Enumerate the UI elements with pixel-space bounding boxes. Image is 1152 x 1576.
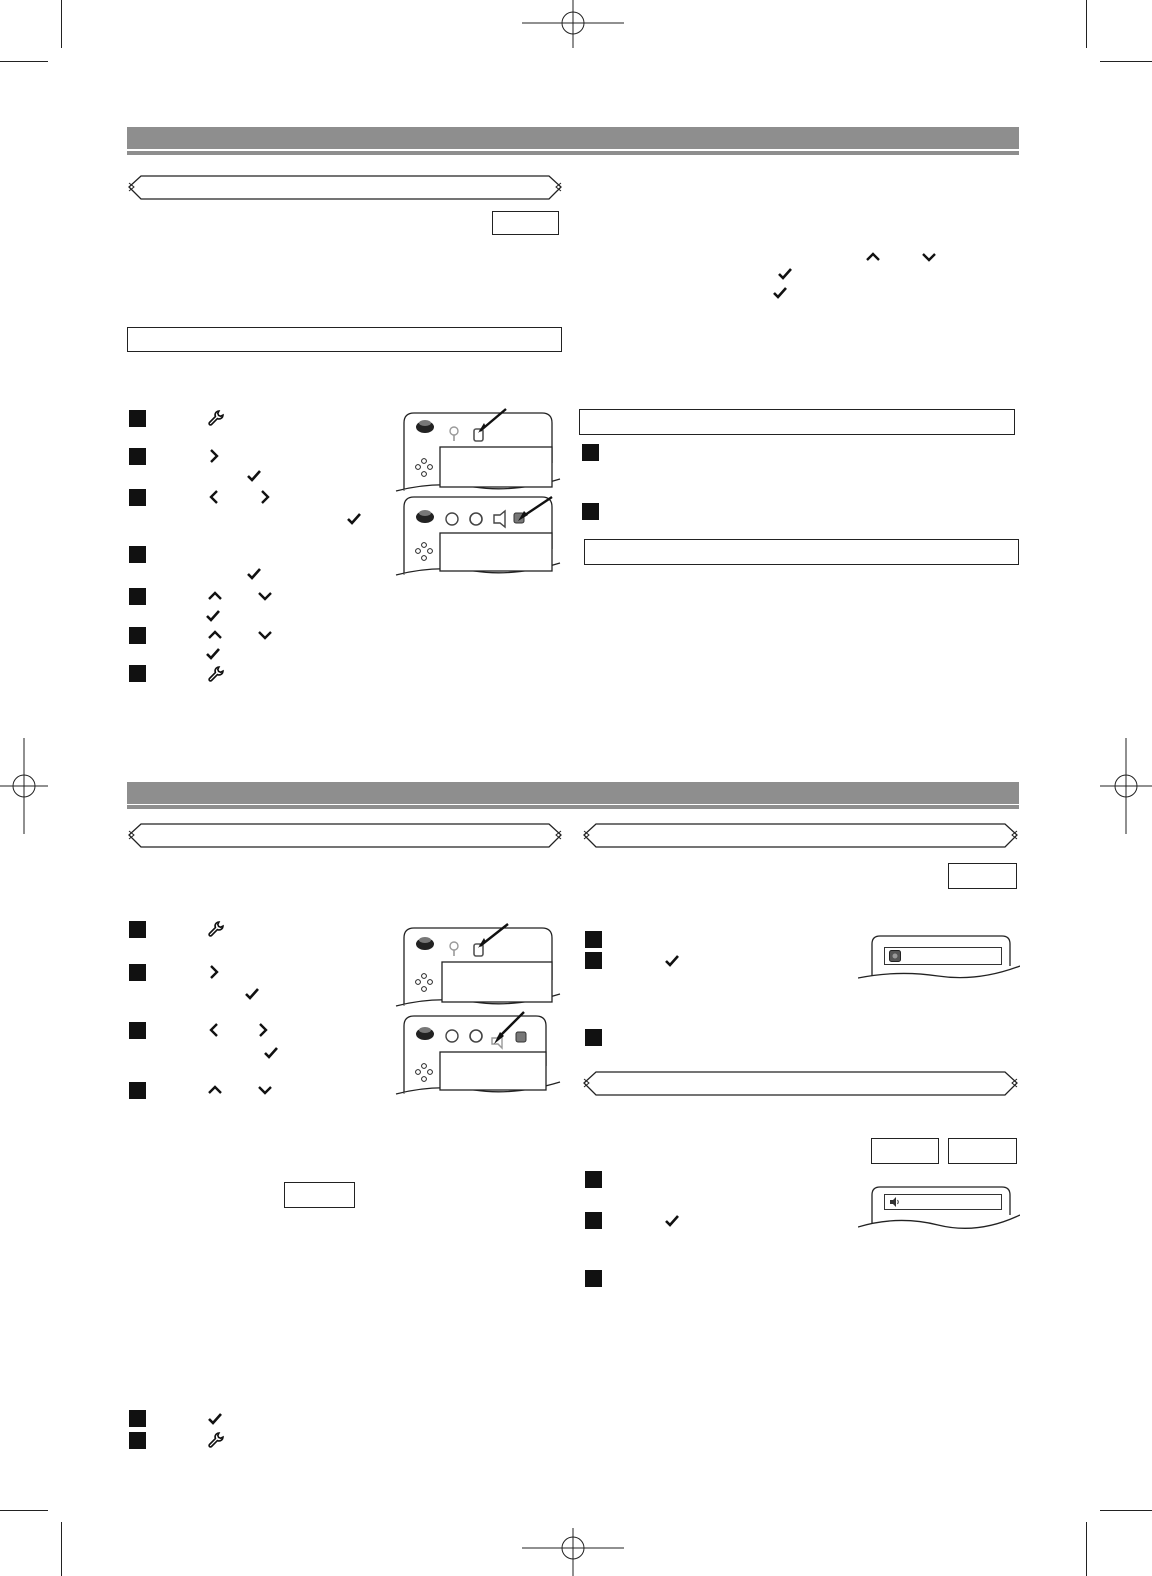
disc-type-badge	[284, 1182, 355, 1208]
disc-type-badge	[948, 863, 1017, 889]
step-marker	[585, 1171, 602, 1188]
checkmark-icon	[346, 511, 362, 527]
step-marker	[585, 931, 602, 948]
chevron-up-icon	[207, 588, 223, 604]
wrench-icon	[208, 1432, 224, 1448]
step-marker	[585, 1270, 602, 1287]
chevron-left-icon	[206, 489, 222, 505]
note-box-top-right	[579, 409, 1015, 435]
checkmark-icon	[205, 646, 221, 662]
step-marker	[129, 1022, 146, 1039]
step-marker	[585, 1029, 602, 1046]
setup-menu-illustration-2	[394, 493, 562, 579]
step-marker	[129, 964, 146, 981]
disc-type-badge	[492, 211, 559, 235]
chevron-left-icon	[206, 1022, 222, 1038]
step-marker	[129, 627, 146, 644]
on-screen-display-2	[858, 1183, 1020, 1231]
checkmark-icon	[244, 986, 260, 1002]
display-bar	[884, 1194, 1002, 1210]
step-marker	[129, 1082, 146, 1099]
chevron-down-icon	[921, 249, 937, 265]
checkmark-icon	[246, 468, 262, 484]
chevron-right-icon	[255, 1022, 271, 1038]
checkmark-icon	[246, 566, 262, 582]
chevron-down-icon	[257, 1082, 273, 1098]
wrench-icon	[208, 921, 224, 937]
step-marker	[129, 489, 146, 506]
step-marker	[129, 448, 146, 465]
chevron-right-icon	[206, 964, 222, 980]
wrench-icon	[208, 410, 224, 426]
subsection-header-bottom-left	[127, 820, 563, 850]
step-marker	[129, 546, 146, 563]
registration-mark-left	[0, 738, 48, 834]
chevron-up-icon	[865, 249, 881, 265]
checkmark-icon	[772, 285, 788, 301]
setup-menu-illustration-1	[394, 405, 562, 495]
note-box-top-right-2	[584, 539, 1019, 565]
checkmark-icon	[777, 266, 793, 282]
chevron-right-icon	[206, 448, 222, 464]
registration-mark-right	[1100, 738, 1152, 834]
checkmark-icon	[205, 608, 221, 624]
chevron-right-icon	[257, 489, 273, 505]
disc-type-badge	[948, 1138, 1017, 1164]
step-marker	[582, 503, 599, 520]
chevron-up-icon	[207, 1082, 223, 1098]
chevron-up-icon	[207, 627, 223, 643]
note-box-top-left	[127, 327, 562, 352]
step-marker	[585, 1212, 602, 1229]
checkmark-icon	[207, 1411, 223, 1427]
subsection-header-bottom-right-2	[582, 1068, 1019, 1098]
checkmark-icon	[664, 953, 680, 969]
step-marker	[129, 1410, 146, 1427]
checkmark-icon	[263, 1045, 279, 1061]
step-marker	[129, 588, 146, 605]
step-marker	[129, 1432, 146, 1449]
chevron-down-icon	[257, 588, 273, 604]
display-bar	[884, 947, 1002, 965]
section-band-top	[127, 127, 1019, 149]
section-rule-top	[127, 151, 1019, 155]
subsection-header-top-left	[127, 172, 563, 202]
section-rule-bottom	[127, 805, 1019, 809]
speaker-icon	[889, 1196, 901, 1208]
checkmark-icon	[664, 1213, 680, 1229]
wrench-icon	[208, 666, 224, 682]
step-marker	[129, 410, 146, 427]
step-marker	[582, 444, 599, 461]
chevron-down-icon	[257, 627, 273, 643]
step-marker	[585, 952, 602, 969]
subsection-header-bottom-right	[582, 820, 1019, 850]
on-screen-display-1	[858, 932, 1020, 982]
disc-type-badge	[871, 1138, 939, 1164]
registration-mark-top	[522, 0, 624, 48]
disc-icon	[889, 950, 901, 962]
setup-menu-illustration-3	[394, 920, 562, 1010]
setup-menu-illustration-4	[394, 1008, 562, 1098]
section-band-bottom	[127, 782, 1019, 804]
step-marker	[129, 665, 146, 682]
step-marker	[129, 921, 146, 938]
registration-mark-bottom	[522, 1528, 624, 1576]
